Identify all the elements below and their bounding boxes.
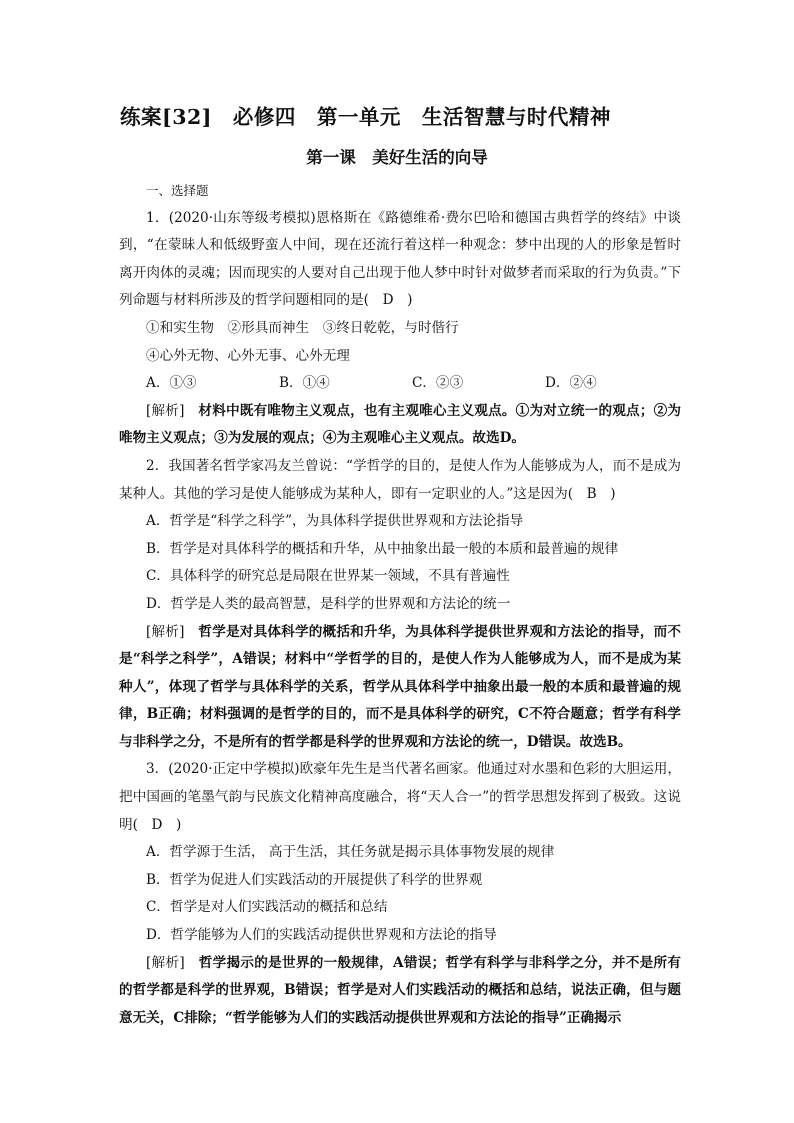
question-3-option-d: D．哲学能够为人们的实践活动提供世界观和方法论的指导: [146, 927, 497, 944]
section-heading: 一、选择题: [146, 183, 209, 198]
question-3-analysis: [119, 950, 681, 1033]
question-2-option-b: B．哲学是对具体科学的概括和升华，从中抽象出最一般的本质和最普遍的规律: [146, 540, 619, 557]
analysis-label: [解析]: [146, 954, 185, 971]
exercise-content: [119, 177, 681, 1032]
choice-b: B．①④: [279, 375, 330, 392]
question-1-stem: 1．(2020·山东等级考模拟)恩格斯在《路德维希·费尔巴哈和德国古典哲学的终结》中谈到，“在蒙昧人和低级野蛮人中间，现在还流行着这样一种观念：梦中出现的人的形象是暂时离开肉体的灵魂；因而现实的人要对自己出现于他人梦中时针对做梦者而采取的行为负责。”下列命题与材料所涉及的哲学问题相同的是( D ): [119, 209, 681, 309]
choice-a: A．①③: [146, 375, 197, 392]
question-2-analysis: [119, 619, 681, 757]
choice-c: C．②③: [412, 375, 464, 392]
question-2-option-d: D．哲学是人类的最高智慧，是科学的世界观和方法论的统一: [146, 595, 511, 612]
question-3-option-a: A．哲学源于生活， 高于生活，其任务就是揭示具体事物发展的规律: [146, 844, 555, 861]
analysis-text: 哲学是对具体科学的概括和升华，为具体科学提供世界观和方法论的指导，而不是“科学之科学”，A错误；材料中“学哲学的目的，是使人作为人能够成为人，而不是成为某种人”，体现了哲学与具体科学的关系，哲学从具体科学中抽象出最一般的本质和最普遍的规律，B正确；材料强调的是哲学的目的，而不是具体科学的研究，C不符合题意；哲学有科学与非科学之分，不是所有的哲学都是科学的世界观和方法论的统一，D错误。故选B。: [119, 623, 682, 750]
analysis-label: [解析]: [146, 402, 185, 419]
analysis-text: 哲学揭示的是世界的一般规律，A错误；哲学有科学与非科学之分，并不是所有的哲学都是科学的世界观，B错误；哲学是对人们实践活动的概括和总结，说法正确，但与题意无关，C排除；“哲学能够为人们的实践活动提供世界观和方法论的指导”正确揭示: [119, 954, 682, 1026]
choice-d: D．②④: [545, 375, 597, 392]
question-2-option-c: C．具体科学的研究总是局限在世界某一领域，不具有普遍性: [146, 568, 510, 585]
question-3-option-c: C．哲学是对人们实践活动的概括和总结: [146, 899, 388, 916]
question-1-analysis: [119, 398, 681, 453]
question-2-option-a: A．哲学是“科学之科学”，为具体科学提供世界观和方法论指导: [146, 513, 524, 530]
question-3-stem: 3．(2020·正定中学模拟)欧豪年先生是当代著名画家。他通过对水墨和色彩的大胆运用，把中国画的笔墨气韵与民族文化精神高度融合，将“天人合一”的哲学思想发挥到了极致。这说明( D ): [119, 761, 681, 833]
question-1-items-line-2: ④心外无物、心外无事、心外无理: [146, 347, 350, 364]
question-1-choices: [119, 370, 681, 398]
question-2-stem: 2．我国著名哲学家冯友兰曾说：“学哲学的目的，是使人作为人能够成为人，而不是成为某种人。其他的学习是使人能够成为某种人，即有一定职业的人。”这是因为( B ): [119, 457, 681, 502]
analysis-label: [解析]: [146, 623, 185, 640]
lesson-subtitle: 第一课 美好生活的向导: [306, 148, 488, 167]
question-1-items-line-1: ①和实生物 ②形具而神生 ③终日乾乾，与时偕行: [146, 319, 459, 336]
page-title: 练案[32] 必修四 第一单元 生活智慧与时代精神: [120, 105, 611, 129]
question-3-option-b: B．哲学为促进人们实践活动的开展提供了科学的世界观: [146, 871, 483, 888]
analysis-text: 材料中既有唯物主义观点，也有主观唯心主义观点。①为对立统一的观点；②为唯物主义观点；③为发展的观点；④为主观唯心主义观点。故选D。: [119, 402, 682, 447]
